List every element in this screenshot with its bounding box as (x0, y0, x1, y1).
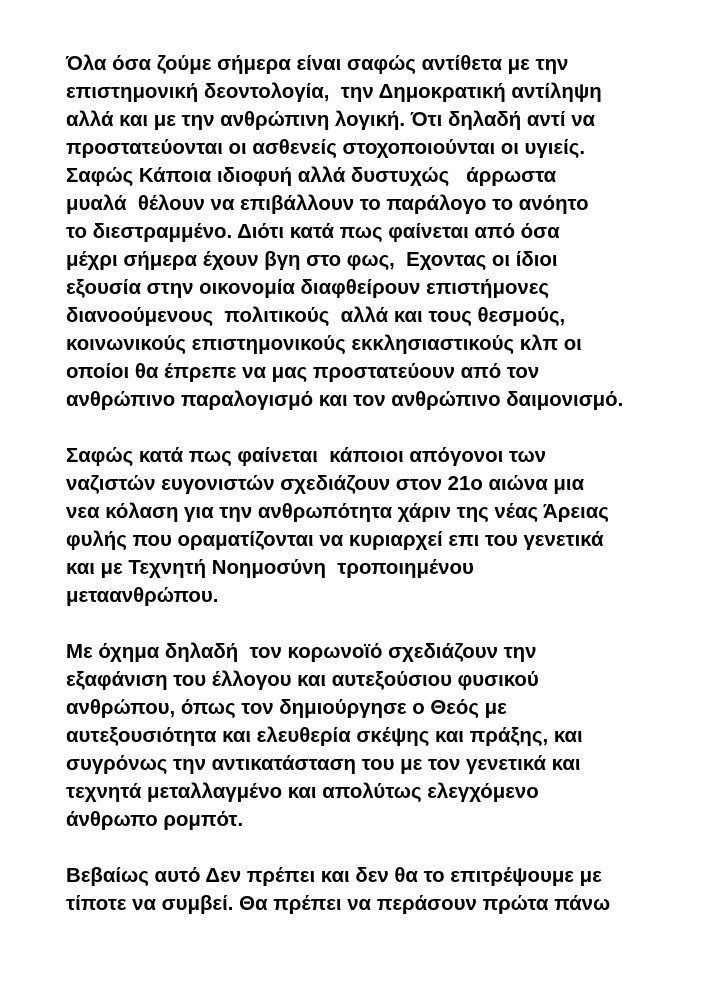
paragraph-1 (66, 50, 686, 414)
text-line: τεχνητά μεταλλαγμένο και απολύτως ελεγχόμενο (66, 781, 539, 803)
text-line: άνθρωπο ρομπότ. (66, 809, 244, 831)
text-line: Σαφώς κατά πως φαίνεται κάποιοι απόγονοι των (66, 445, 547, 467)
text-line: Με όχημα δηλαδή τον κορωνοϊό σχεδιάζουν την (66, 641, 537, 663)
text-line: συγρόνως την αντικατάσταση του με τον γενετικά και (66, 753, 581, 775)
text-line: και με Τεχνητή Νοημοσύνη τροποιημένου (66, 557, 474, 579)
text-line: επιστημονική δεοντολογία, την Δημοκρατική αντίληψη (66, 81, 602, 103)
text-line: ανθρώπινο παραλογισμό και τον ανθρώπινο δαιμονισμό. (66, 389, 624, 411)
text-line: εξουσία στην οικονομία διαφθείρουν επιστήμονες (66, 277, 550, 299)
text-line: Σαφώς Κάποια ιδιοφυή αλλά δυστυχώς άρρωστα (66, 165, 557, 187)
text-line: φυλής που οραματίζονται να κυριαρχεί επι του γενετικά (66, 529, 604, 551)
text-line: εξαφάνιση του έλλογου και αυτεξούσιου φυσικού (66, 669, 539, 691)
text-line: μεταανθρώπου. (66, 585, 219, 607)
text-line: αλλά και με την ανθρώπινη λογική. Ότι δηλαδή αντί να (66, 109, 596, 131)
text-line: διανοούμενους πολιτικούς αλλά και τους θεσμούς, (66, 305, 566, 327)
text-line: μέχρι σήμερα έχουν βγη στο φως, Εχοντας οι ίδιοι (66, 249, 558, 271)
paragraph-3 (66, 638, 686, 834)
document-page (66, 50, 686, 946)
text-line: αυτεξουσιότητα και ελευθερία σκέψης και πράξης, και (66, 725, 583, 747)
text-line: τίποτε να συμβεί. Θα πρέπει να περάσουν πρώτα πάνω (66, 893, 611, 915)
text-line: κοινωνικούς επιστημονικούς εκκλησιαστικούς κλπ οι (66, 333, 582, 355)
text-line: μυαλά θέλουν να επιβάλλουν το παράλογο το ανόητο (66, 193, 589, 215)
text-line: Όλα όσα ζούμε σήμερα είναι σαφώς αντίθετα με την (66, 53, 569, 75)
text-line: νεα κόλαση για την ανθρωπότητα χάριν της νέας Άρειας (66, 501, 609, 523)
text-line: Βεβαίως αυτό Δεν πρέπει και δεν θα το επιτρέψουμε με (66, 865, 602, 887)
paragraph-4 (66, 862, 686, 918)
paragraph-2 (66, 442, 686, 610)
text-line: ναζιστών ευγονιστών σχεδιάζουν στον 21ο αιώνα μια (66, 473, 585, 495)
text-line: το διεστραμμένο. Διότι κατά πως φαίνεται από όσα (66, 221, 560, 243)
text-line: προστατεύονται οι ασθενείς στοχοποιούνται οι υγιείς. (66, 137, 586, 159)
text-line: ανθρώπου, όπως τον δημιούργησε ο Θεός με (66, 697, 507, 719)
text-line: οποίοι θα έπρεπε να μας προστατεύουν από τον (66, 361, 540, 383)
